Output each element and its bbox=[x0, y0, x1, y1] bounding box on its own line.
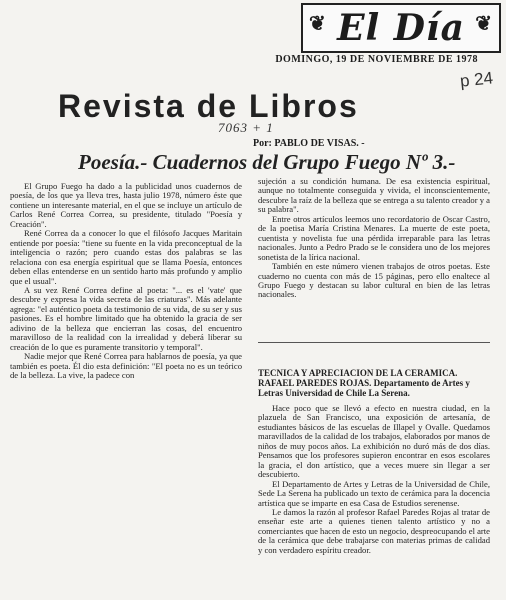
masthead-title: El Día bbox=[337, 7, 465, 49]
second-article-heading: TECNICA Y APRECIACION DE LA CERAMICA. RAFAEL PAREDES ROJAS. Departamento de Artes y Letras Universidad de Chile La Serena. bbox=[258, 368, 470, 398]
paragraph: Le damos la razón al profesor Rafael Paredes Rojas al tratar de enseñar este arte a quienes tienen talento artístico y no a comerciantes que hacen de esto un negocio, despreocupando el arte de la cerámica que debe trabajarse con materias primas de calidad y con verdadero espíritu creador. bbox=[258, 506, 490, 555]
second-article bbox=[258, 368, 490, 555]
masthead-ornament-right-icon: ❦ bbox=[475, 11, 493, 35]
paragraph: El Departamento de Artes y Letras de la Universidad de Chile, Sede La Serena ha publicado un texto de cerámica para la docencia artística que se imparte en esa Casa de Estudios serenense. bbox=[258, 478, 490, 508]
byline: Por: PABLO DE VISAS. - bbox=[253, 138, 365, 149]
dateline: DOMINGO, 19 DE NOVIEMBRE DE 1978 bbox=[275, 54, 478, 65]
section-title: Revista de Libros bbox=[58, 88, 359, 124]
article-column-left bbox=[10, 182, 242, 381]
paragraph: René Correa da a conocer lo que el filósofo Jacques Maritain entiende por poesía: "tiene su fuente en la vida preconceptual de la inteligencia o razón; pero cuando estas dos palabras se las relaciona con esa energía espiritual que se llama Poesía, entonces deben ellas entenderse en un sentido harto más profundo y amplio que el usual". bbox=[10, 228, 242, 286]
column-divider bbox=[258, 342, 490, 343]
paragraph: Entre otros artículos leemos uno recordatorio de Oscar Castro, de la poetisa María Cristina Menares. La muerte de este poeta, cuentista y novelista fue una pérdida irreparable para las letras nacionales. Junto a Pedro Prado se le considera uno de los mejores sonetista de la lírica nacional. bbox=[258, 213, 490, 262]
article-column-right bbox=[258, 177, 490, 300]
handwritten-folio: p 24 bbox=[459, 68, 494, 91]
handwritten-note: 7063 + 1 bbox=[218, 120, 274, 135]
masthead bbox=[301, 3, 501, 53]
article-subtitle: Poesía.- Cuadernos del Grupo Fuego Nº 3.- bbox=[78, 150, 456, 174]
paragraph: Nadie mejor que René Correa para hablarnos de poesía, ya que también es poeta. Él dio esta definición: "El poeta no es un teórico de la belleza. La vive, la padece con bbox=[10, 351, 242, 381]
paragraph: A su vez René Correa define al poeta: "... es el 'vate' que descubre y expresa la vida secreta de las criaturas". Más adelante agrega: "el auténtico poeta da testimonio de su vida, de su ser y sus pasiones. Es el hombre limitado que ha obtenido la gracia de ser adivino de la belleza que encierran las cosas, del encuentro maravilloso de la realidad con la irrealidad y deberá liberar su creación de lo que es puramente transitorio y temporal". bbox=[10, 284, 242, 352]
paragraph: El Grupo Fuego ha dado a la publicidad unos cuadernos de poesía, de los que ya lleva tres, hasta julio 1978, número éste que contiene un interesante material, en el que se incluye un artículo de Carlos René Correa Correa, su presidente, titulado "Poesía y Creación". bbox=[10, 181, 242, 229]
paragraph: sujeción a su condición humana. De esa existencia espiritual, aunque no totalmente conseguida y vivida, el inconscientemente, descubre la raíz de la belleza que se entrega a su talento creador y a su palabra". bbox=[258, 176, 490, 215]
paragraph: Hace poco que se llevó a efecto en nuestra ciudad, en la plazuela de San Francisco, una exposición de artesanía, de estudiantes básicos de las escuelas de Illapel y Ovalle. Quedamos maravillados de la calidad de los trabajos, elaborados por manos de niños de muy pocos años. La exhibición no duró más de dos días. Pensamos que los profesores supieron encontrar en esos escolares la gracia, el don artístico, que a veces muere sin llegar a ser descubierto. bbox=[258, 403, 490, 480]
masthead-ornament-left-icon: ❦ bbox=[309, 11, 327, 35]
paragraph: También en este número vienen trabajos de otros poetas. Este cuaderno no cuenta con más de 15 páginas, pero ello enaltece al Grupo Fuego y destacan su labor cultural en bien de las letras nacionales. bbox=[258, 261, 490, 300]
